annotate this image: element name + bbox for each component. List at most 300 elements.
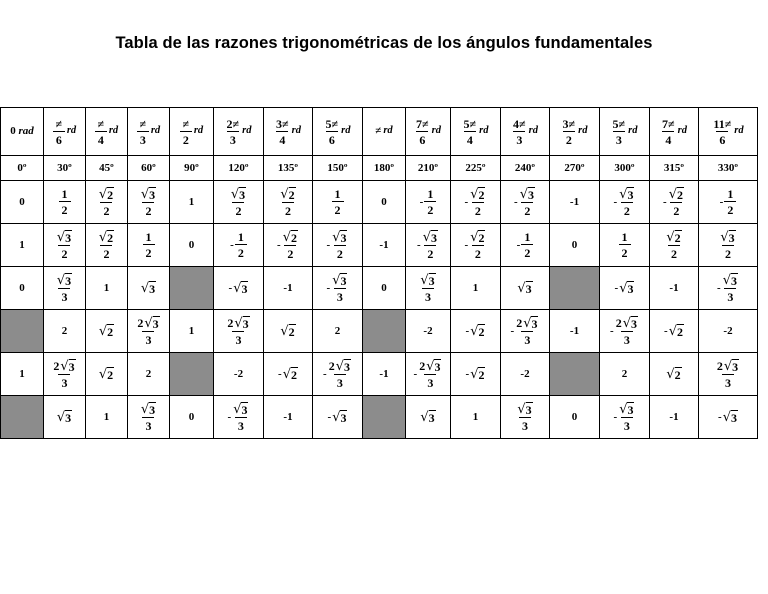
numerator-value <box>99 187 114 201</box>
radical-sign: √ <box>523 316 532 331</box>
value-cell <box>264 353 313 396</box>
radicand: 2 <box>288 188 295 202</box>
fraction <box>424 188 436 216</box>
radicand: 2 <box>290 231 297 245</box>
degree-value: 180º <box>373 161 395 174</box>
numerator <box>719 230 736 245</box>
square-root <box>283 230 298 244</box>
radian-unit: rd <box>341 125 351 137</box>
radical-sign: √ <box>519 187 528 202</box>
denominator-value: 2 <box>284 204 291 218</box>
radian-value <box>661 118 687 146</box>
radian-cell <box>86 108 128 156</box>
minus-sign: - <box>614 281 619 294</box>
value-row <box>1 396 758 439</box>
radian-value <box>180 118 203 146</box>
cell-value <box>516 402 533 432</box>
denominator <box>58 374 70 389</box>
cell-value <box>423 326 432 337</box>
numerator <box>182 118 191 131</box>
numerator-value <box>619 402 634 416</box>
radicand: 2 <box>676 325 683 339</box>
numerator-value: 3≠ <box>276 116 289 131</box>
fraction <box>98 187 115 217</box>
denominator <box>284 245 296 260</box>
minus-sign: - <box>327 410 332 423</box>
value-cell <box>1 224 44 267</box>
denominator-value: 6 <box>328 132 335 147</box>
square-root <box>283 367 298 381</box>
degree-value: 315º <box>663 161 685 174</box>
cell-value <box>327 230 349 260</box>
radian-unit: rd <box>108 125 119 137</box>
value-cell <box>214 353 264 396</box>
degree-cell <box>214 156 264 181</box>
radian-plain: ≠ <box>375 125 382 137</box>
value-term: 2 <box>621 367 628 380</box>
denominator <box>334 245 346 260</box>
cell-value <box>335 326 341 337</box>
value-term: 2 <box>61 324 68 337</box>
numerator <box>98 230 115 245</box>
cell-value <box>570 326 579 337</box>
minus-sign: - <box>326 281 331 294</box>
fraction <box>668 187 685 217</box>
degree-cell <box>501 156 550 181</box>
numerator-value <box>470 187 485 201</box>
value-cell <box>170 396 214 439</box>
radian-value <box>53 118 76 146</box>
numerator-value: 5≠ <box>463 116 477 131</box>
numerator-value: ≠ <box>182 116 190 131</box>
numerator <box>426 188 434 201</box>
radian-cell <box>313 108 363 156</box>
square-root <box>332 230 347 244</box>
value-term: 2 <box>145 367 152 380</box>
radical-sign: √ <box>98 230 108 245</box>
cell-value <box>473 283 479 294</box>
denominator <box>563 131 575 146</box>
degree-value: 45º <box>99 161 114 174</box>
cell-value <box>614 187 636 217</box>
radicand: 3 <box>630 317 637 331</box>
denominator <box>332 201 344 216</box>
square-root <box>280 324 295 338</box>
minus-sign: - <box>323 367 327 380</box>
numerator-value <box>669 187 684 201</box>
numerator-value: 1 <box>427 187 434 201</box>
square-root <box>144 316 159 330</box>
radian-unit: rd <box>193 125 204 137</box>
numerator-value: 1 <box>727 187 734 201</box>
fraction <box>415 118 430 146</box>
numerator-value <box>280 187 295 201</box>
numerator <box>618 187 635 202</box>
cell-value <box>189 240 195 251</box>
cell-value <box>717 273 739 303</box>
radian-cell <box>170 108 214 156</box>
denominator <box>276 131 288 146</box>
value-term: -1 <box>379 238 389 251</box>
value-cell <box>363 353 406 396</box>
value-term <box>470 324 485 338</box>
value-term <box>420 410 435 424</box>
numerator-value: 1 <box>237 230 244 244</box>
value-cell <box>650 396 699 439</box>
radicand: 3 <box>525 403 532 417</box>
minus-sign: - <box>230 238 234 251</box>
radicand: 3 <box>340 231 347 245</box>
fraction <box>140 402 157 432</box>
numerator-value <box>233 402 248 416</box>
denominator-value: 6 <box>719 132 726 147</box>
square-root <box>470 187 485 201</box>
radicand: 2 <box>478 188 485 202</box>
radian-unit: rd <box>628 125 638 137</box>
fraction <box>722 273 739 303</box>
denominator <box>100 202 112 217</box>
cell-value <box>229 281 249 295</box>
value-term: 1 <box>472 410 479 423</box>
denominator <box>424 374 436 389</box>
denominator-value: 2 <box>565 132 572 147</box>
fraction <box>226 118 241 146</box>
radicand: 3 <box>68 360 75 374</box>
value-cell <box>650 267 699 310</box>
fraction <box>661 118 676 146</box>
numerator <box>325 118 340 131</box>
numerator-value: 3≠ <box>562 116 576 131</box>
cell-value <box>669 283 678 294</box>
cell-value <box>99 367 114 381</box>
denominator-value: 3 <box>229 132 236 147</box>
square-root <box>141 402 156 416</box>
fraction <box>418 359 442 389</box>
radicand: 2 <box>478 368 485 382</box>
radical-sign: √ <box>233 281 242 296</box>
denominator <box>722 245 734 260</box>
denominator <box>95 131 107 146</box>
radicand: 3 <box>149 403 156 417</box>
value-term <box>619 281 634 295</box>
fraction <box>716 359 740 389</box>
denominator <box>143 244 155 259</box>
cell-value <box>379 240 388 251</box>
value-cell <box>264 224 313 267</box>
value-term: -2 <box>520 367 530 380</box>
denominator <box>472 202 484 217</box>
radical-sign: √ <box>332 230 341 245</box>
denominator-value: 2 <box>61 247 68 261</box>
value-cell <box>44 267 86 310</box>
numerator-value <box>619 187 634 201</box>
numerator-value <box>517 402 532 416</box>
radical-sign: √ <box>332 410 341 425</box>
square-root <box>332 410 347 424</box>
fraction <box>180 118 192 146</box>
value-term: 0 <box>188 410 195 423</box>
cell-value <box>420 410 435 424</box>
numerator <box>97 118 106 131</box>
value-cell <box>264 181 313 224</box>
denominator-value: 3 <box>336 290 343 304</box>
numerator-value: 2≠ <box>226 116 240 131</box>
radicand: 2 <box>107 231 114 245</box>
denominator-value: 4 <box>466 132 473 147</box>
numerator <box>722 273 739 288</box>
numerator <box>328 359 352 374</box>
fraction <box>331 230 348 260</box>
value-term: -2 <box>423 324 433 337</box>
numerator <box>712 118 732 131</box>
numerator-value <box>516 316 538 330</box>
numerator-value: ≠ <box>97 116 105 131</box>
value-cell <box>699 310 758 353</box>
value-cell <box>650 310 699 353</box>
square-root <box>420 410 435 424</box>
value-cell <box>86 310 128 353</box>
degree-value: 210º <box>417 161 439 174</box>
value-cell <box>600 224 650 267</box>
degree-cell <box>600 156 650 181</box>
value-cell <box>1 267 44 310</box>
fraction <box>53 118 65 146</box>
radical-sign: √ <box>233 402 242 417</box>
radian-cell <box>363 108 406 156</box>
cell-value <box>57 410 72 424</box>
radian-cell <box>451 108 501 156</box>
radicand: 3 <box>340 274 347 288</box>
numerator <box>226 316 250 331</box>
numerator-value <box>53 359 75 373</box>
radicand: 3 <box>627 403 634 417</box>
fraction <box>275 118 290 146</box>
value-term: -1 <box>569 195 580 208</box>
cell-value <box>19 240 25 251</box>
value-term: 2 <box>334 324 341 337</box>
fraction <box>516 402 533 432</box>
value-term: 0 <box>381 281 387 294</box>
radian-cell <box>650 108 699 156</box>
fraction <box>519 187 536 217</box>
radical-sign: √ <box>230 187 240 202</box>
value-term <box>332 410 347 424</box>
minus-sign: - <box>464 238 469 251</box>
square-root <box>57 230 72 244</box>
radicand: 3 <box>428 274 435 288</box>
value-cell <box>501 181 550 224</box>
radian-cell <box>214 108 264 156</box>
degree-value: 135º <box>277 161 299 174</box>
denominator-value: 2 <box>61 203 68 217</box>
value-cell <box>214 396 264 439</box>
numerator <box>615 316 639 331</box>
denominator <box>422 288 434 303</box>
square-root <box>423 230 438 244</box>
cell-value <box>141 281 156 295</box>
cell-value <box>615 281 635 295</box>
value-cell <box>501 396 550 439</box>
radian-cell <box>406 108 451 156</box>
denominator-value: 2 <box>427 203 434 217</box>
value-cell <box>86 267 128 310</box>
value-cell <box>44 224 86 267</box>
fraction <box>331 273 348 303</box>
cell-value <box>19 369 25 380</box>
denominator <box>668 245 680 260</box>
value-cell <box>501 353 550 396</box>
denominator <box>513 131 525 146</box>
radian-value <box>375 126 392 137</box>
fraction <box>515 316 539 346</box>
radian-unit: rd <box>677 125 687 137</box>
cell-value <box>465 230 487 260</box>
fraction <box>712 118 732 146</box>
value-cell <box>600 181 650 224</box>
value-cell <box>550 224 600 267</box>
numerator-value <box>520 187 535 201</box>
value-cell <box>214 224 264 267</box>
value-cell <box>699 267 758 310</box>
numerator-value <box>420 273 435 287</box>
value-cell <box>650 181 699 224</box>
minus-sign: - <box>664 324 668 337</box>
fraction <box>463 118 478 146</box>
value-cell <box>699 353 758 396</box>
value-cell <box>451 181 501 224</box>
denominator <box>724 288 736 303</box>
minus-sign: - <box>663 195 667 208</box>
value-cell <box>214 181 264 224</box>
numerator <box>469 187 486 202</box>
cell-value <box>414 359 443 389</box>
cell-value <box>663 187 685 217</box>
value-term: 1 <box>103 410 110 423</box>
value-cell <box>128 353 170 396</box>
numerator <box>226 118 241 131</box>
denominator <box>137 131 149 146</box>
radicand: 3 <box>527 188 534 202</box>
minus-sign: - <box>465 367 470 380</box>
value-term: 0 <box>188 238 195 251</box>
cell-value <box>669 412 678 423</box>
radical-sign: √ <box>426 359 435 374</box>
numerator <box>56 230 73 245</box>
cell-value <box>228 402 250 432</box>
value-cell <box>550 310 600 353</box>
denominator-value: 4 <box>665 132 672 147</box>
denominator <box>334 288 346 303</box>
numerator-value <box>332 230 347 244</box>
degree-cell <box>550 156 600 181</box>
cell-value <box>98 230 115 260</box>
denominator-value: 2 <box>103 204 110 218</box>
minus-sign: - <box>717 281 721 294</box>
cell-value <box>466 324 486 338</box>
minus-sign: - <box>464 195 469 208</box>
denominator <box>53 131 65 146</box>
cell-value <box>570 197 579 208</box>
numerator <box>463 118 478 131</box>
value-term: 1 <box>472 281 479 294</box>
cell-value <box>417 230 439 260</box>
cell-value <box>517 231 534 259</box>
denominator-value: 2 <box>334 203 341 217</box>
numerator-value <box>283 230 298 244</box>
degree-cell <box>699 156 758 181</box>
numerator <box>422 230 439 245</box>
radicand: 2 <box>290 368 297 382</box>
numerator <box>55 118 64 131</box>
square-root <box>470 324 485 338</box>
radicand: 3 <box>149 188 156 202</box>
degree-cell <box>363 156 406 181</box>
radian-unit: rd <box>479 125 489 137</box>
cell-value <box>59 188 71 216</box>
degree-cell <box>650 156 699 181</box>
minus-sign: - <box>326 238 331 251</box>
denominator-value: 2 <box>287 247 294 261</box>
square-root <box>517 281 532 295</box>
value-term <box>517 281 532 295</box>
degree-cell <box>86 156 128 181</box>
coefficient: 2 <box>328 359 335 373</box>
radicand: 3 <box>627 188 634 202</box>
cell-value <box>62 326 68 337</box>
fraction <box>612 118 627 146</box>
radicand: 3 <box>340 411 347 425</box>
denominator <box>59 201 71 216</box>
denominator-value: 2 <box>474 204 481 218</box>
radical-sign: √ <box>517 281 526 296</box>
value-cell <box>170 224 214 267</box>
radicand: 2 <box>107 368 114 382</box>
denominator-value: 2 <box>673 204 680 218</box>
value-term: 1 <box>19 367 25 380</box>
denominator <box>619 244 631 259</box>
degree-cell <box>170 156 214 181</box>
square-root <box>720 230 735 244</box>
radical-sign: √ <box>140 281 150 296</box>
degree-value: 240º <box>514 161 536 174</box>
radian-unit: rd <box>383 125 393 137</box>
value-cell <box>313 353 363 396</box>
value-term <box>666 367 681 381</box>
denominator <box>521 244 533 259</box>
cell-value <box>136 316 160 346</box>
cell-value <box>277 230 299 260</box>
denominator-value: 2 <box>237 246 244 260</box>
square-root <box>420 273 435 287</box>
fraction <box>232 402 249 432</box>
radical-sign: √ <box>60 359 69 374</box>
denominator <box>100 245 112 260</box>
minus-sign: - <box>610 324 614 337</box>
value-cell <box>451 353 501 396</box>
value-row <box>1 267 758 310</box>
radical-sign: √ <box>470 367 479 382</box>
coefficient: 2 <box>615 316 622 330</box>
value-term <box>57 410 72 424</box>
cell-value <box>226 316 250 346</box>
radicand: 3 <box>732 360 739 374</box>
denominator-value: 2 <box>145 204 152 218</box>
radical-sign: √ <box>56 410 66 425</box>
radical-sign: √ <box>668 324 677 339</box>
square-root <box>517 402 532 416</box>
value-term <box>233 281 248 295</box>
radical-sign: √ <box>619 281 628 296</box>
